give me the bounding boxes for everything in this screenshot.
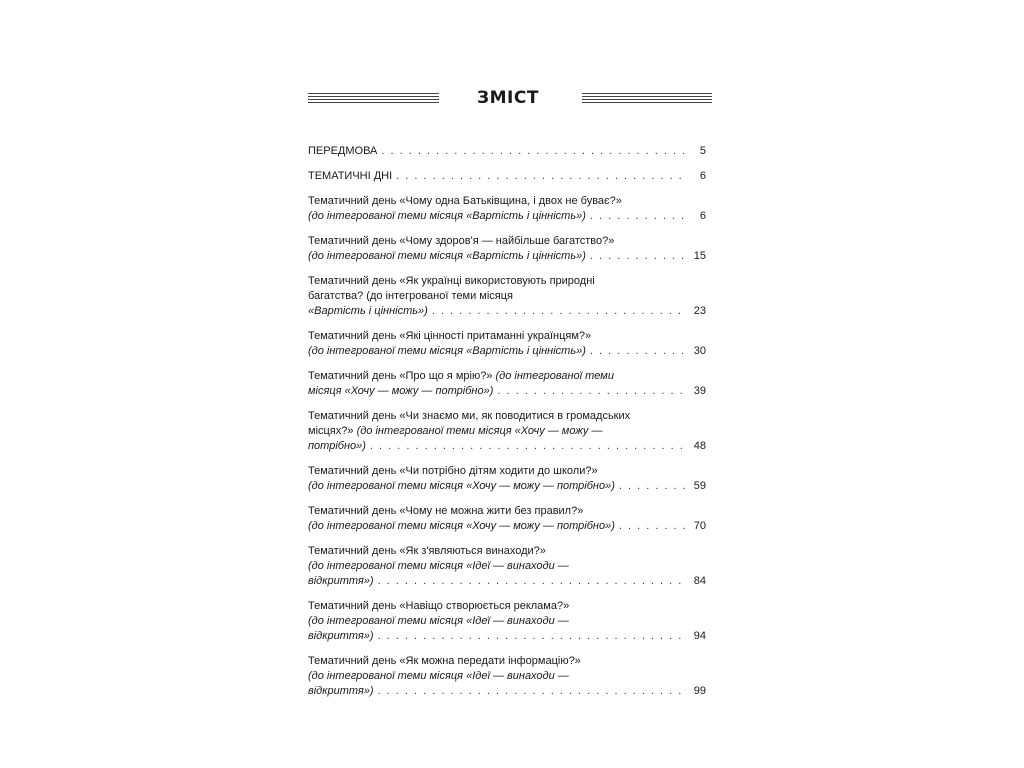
dot-leader [590,209,688,224]
toc-entry[interactable] [308,274,706,319]
page-title: ЗМІСТ [477,88,539,108]
toc-page-number: 5 [699,145,706,157]
dot-leader [590,249,688,264]
toc-page-number: 6 [699,210,706,222]
toc-entry[interactable] [308,544,706,589]
toc-entry-subtitle-continued: відкриття») [308,575,374,587]
toc-entry-subtitle: (до інтегрованої теми місяця «Вартість і цінність») [308,210,586,222]
toc-entry-subtitle: (до інтегрованої теми місяця «Хочу — можу — [356,425,603,437]
toc-entry-title: Тематичний день «Чому не можна жити без правил?» [308,505,584,517]
toc-entry[interactable] [308,234,706,264]
toc-entry-title-continued: багатства? (до інтегрованої теми місяця [308,290,513,302]
toc-entry-thematic-days[interactable] [308,169,706,184]
toc-entry-subtitle: (до інтегрованої теми місяця «Ідеї — винаходи — [308,560,569,572]
toc-entry-title: Тематичний день «Як можна передати інформацію?» [308,655,581,667]
toc-page-number: 94 [693,630,706,642]
toc-page-number: 70 [693,520,706,532]
toc-entry[interactable] [308,654,706,699]
toc-entry-title: ТЕМАТИЧНІ ДНІ [308,170,393,182]
dot-leader [432,304,688,319]
toc-page-number: 6 [699,170,706,182]
dot-leader [590,344,688,359]
dot-leader [619,519,688,534]
toc-entry-title: Тематичний день «Які цінності притаманні українцям?» [308,330,592,342]
toc-entry[interactable] [308,504,706,534]
toc-entry[interactable] [308,599,706,644]
toc-entry-foreword[interactable] [308,144,706,159]
toc-page-number: 48 [693,440,706,452]
toc-entry[interactable] [308,409,706,454]
toc-page-number: 59 [693,480,706,492]
toc-entry-subtitle: (до інтегрованої теми місяця «Вартість і цінність») [308,250,586,262]
toc-entry-title: Тематичний день «Як з'являються винаходи?» [308,545,546,557]
toc-page-number: 30 [693,345,706,357]
toc-entry-title: Тематичний день «Чому здоров'я — найбільше багатство?» [308,235,615,247]
title-row [308,88,708,112]
toc-entry-subtitle: (до інтегрованої теми місяця «Хочу — можу — потрібно») [308,480,615,492]
dot-leader [396,169,688,184]
table-of-contents [308,144,706,709]
toc-entry-subtitle: (до інтегрованої теми місяця «Хочу — можу — потрібно») [308,520,615,532]
toc-entry-subtitle-continued: відкриття») [308,630,374,642]
toc-entry-subtitle-continued: потрібно») [308,440,366,452]
decorative-rule-right [582,93,712,105]
toc-entry-title: Тематичний день «Чому одна Батьківщина, і двох не буває?» [308,195,622,207]
toc-entry-subtitle: «Вартість і цінність») [308,305,428,317]
toc-entry-title-continued: місцях?» [308,425,354,437]
dot-leader [381,144,688,159]
toc-entry-title: Тематичний день «Про що я мрію?» [308,370,493,382]
toc-entry-title: Тематичний день «Навіщо створюється реклама?» [308,600,570,612]
toc-entry-subtitle: (до інтегрованої теми місяця «Ідеї — винаходи — [308,615,569,627]
dot-leader [378,684,688,699]
toc-entry-subtitle: (до інтегрованої теми місяця «Вартість і цінність») [308,345,586,357]
toc-entry[interactable] [308,369,706,399]
dot-leader [370,439,688,454]
toc-entry[interactable] [308,194,706,224]
toc-entry-title: Тематичний день «Як українці використовують природні [308,275,595,287]
toc-entry-subtitle: (до інтегрованої теми місяця «Ідеї — винаходи — [308,670,569,682]
toc-entry-title: Тематичний день «Чи потрібно дітям ходити до школи?» [308,465,598,477]
toc-entry-subtitle-continued: відкриття») [308,685,374,697]
dot-leader [378,629,688,644]
toc-entry-subtitle-continued: місяця «Хочу — можу — потрібно») [308,385,494,397]
toc-page [308,88,708,697]
toc-entry-title: ПЕРЕДМОВА [308,145,378,157]
dot-leader [497,384,688,399]
toc-entry[interactable] [308,464,706,494]
toc-page-number: 15 [693,250,706,262]
toc-entry-title: Тематичний день «Чи знаємо ми, як поводитися в громадських [308,410,631,422]
toc-page-number: 99 [693,685,706,697]
toc-entry-subtitle: (до інтегрованої теми [495,370,614,382]
toc-page-number: 39 [693,385,706,397]
toc-page-number: 23 [693,305,706,317]
dot-leader [378,574,688,589]
dot-leader [619,479,688,494]
toc-page-number: 84 [693,575,706,587]
toc-entry[interactable] [308,329,706,359]
